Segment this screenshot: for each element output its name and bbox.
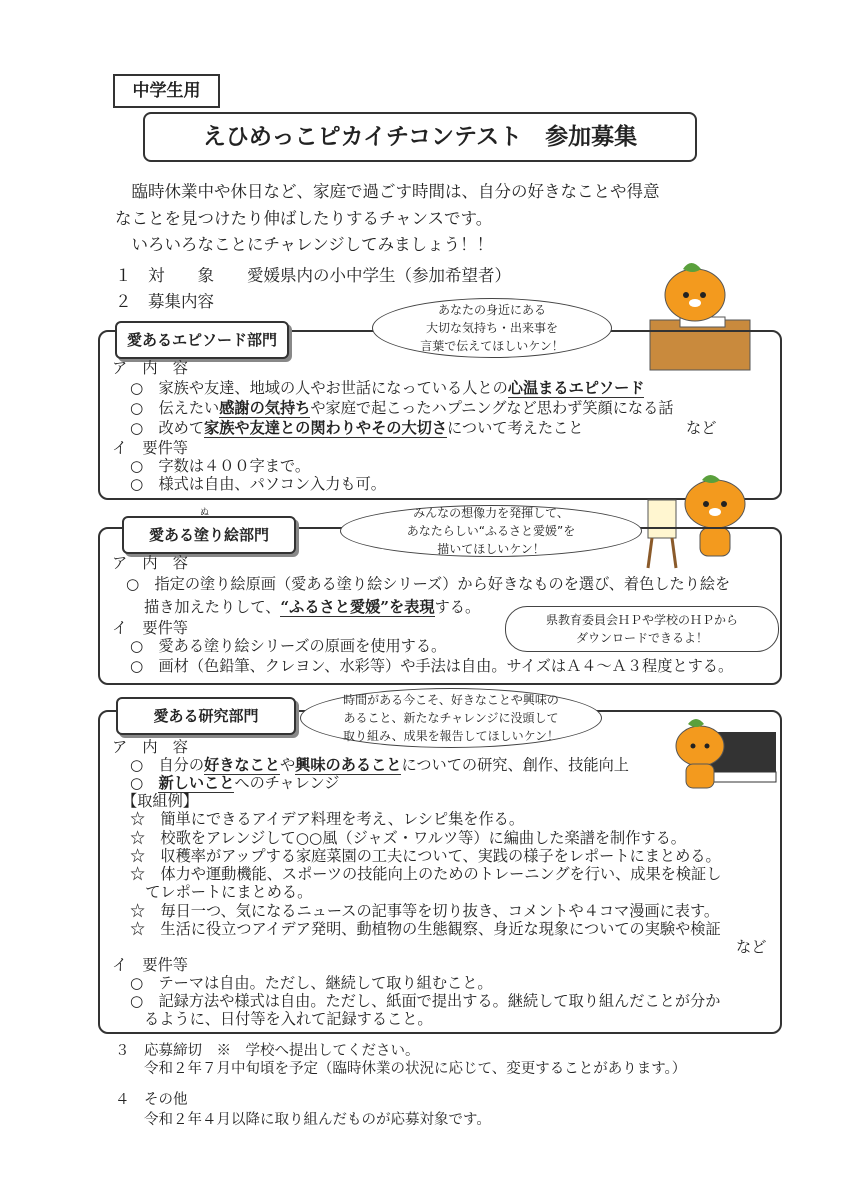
coloring-requirements-heading: イ 要件等 <box>112 619 188 637</box>
other-heading: ４ その他 <box>115 1092 188 1108</box>
coloring-content-2: 描き加えたりして、“ふるさと愛媛”を表現する。 <box>144 598 481 616</box>
other-detail: 令和２年４月以降に取り組んだものが応募対象です。 <box>144 1112 491 1128</box>
research-content-1: ○ 自分の好きなことや興味のあることについての研究、創作、技能向上 <box>130 756 629 774</box>
coloring-label: 愛ある塗り絵部門 <box>122 516 296 554</box>
episode-content-2: ○ 伝えたい感謝の気持ちや家庭で起こったハプニングなど思わず笑顔になる話 <box>130 399 674 417</box>
intro-line-3: いろいろなことにチャレンジしてみましょう！！ <box>115 235 494 254</box>
coloring-speech-bubble: みんなの想像力を発揮して、 あなたらしい“ふるさと愛媛”を 描いてほしいケン！ <box>340 505 642 557</box>
episode-speech-bubble: あなたの身近にある 大切な気持ち・出来事を 言葉で伝えてほしいケン！ <box>372 298 612 358</box>
episode-requirement-2: ○ 様式は自由、パソコン入力も可。 <box>130 475 386 493</box>
download-speech-bubble: 県教育委員会ＨＰや学校のＨＰから ダウンロードできるよ！ <box>505 606 779 652</box>
example-6: ☆ 生活に役立つアイデア発明、動植物の生態観察、身近な現象についての実験や検証 <box>130 920 721 938</box>
intro-line-1: 臨時休業中や休日など、家庭で過ごす時間は、自分の好きなことや得意 <box>115 182 660 201</box>
intro-line-2: なことを見つけたり伸ばしたりするチャンスです。 <box>115 209 493 228</box>
page-title: えひめっこピカイチコンテスト 参加募集 <box>143 112 697 162</box>
example-4-cont: てレポートにまとめる。 <box>130 883 313 901</box>
episode-requirements-heading: イ 要件等 <box>112 439 188 457</box>
research-label: 愛ある研究部門 <box>116 697 296 735</box>
coloring-content-heading: ア 内 容 <box>112 554 188 572</box>
coloring-content-1: ○ 指定の塗り絵原画（愛ある塗り絵シリーズ）から好きなものを選び、着色したり絵を <box>126 575 731 593</box>
research-content-2: ○ 新しいことへのチャレンジ <box>130 774 340 792</box>
research-speech-bubble: 時間がある今こそ、好きなことや興味の あること、新たなチャレンジに没頭して 取り組み、成果を報告してほしいケン！ <box>300 688 602 748</box>
deadline-detail: 令和２年７月中旬頃を予定（臨時休業の状況に応じて、変更することがあります。） <box>144 1061 687 1077</box>
example-5: ☆ 毎日一つ、気になるニュースの記事等を切り抜き、コメントや４コマ漫画に表す。 <box>130 902 720 920</box>
student-tag: 中学生用 <box>113 74 220 108</box>
deadline-line: ３ 応募締切 ※ 学校へ提出してください。 <box>115 1043 420 1059</box>
research-requirement-2-cont: るように、日付等を入れて記録すること。 <box>144 1010 433 1028</box>
research-content-heading: ア 内 容 <box>112 738 188 756</box>
research-requirement-1: ○ テーマは自由。ただし、継続して取り組むこと。 <box>130 974 493 992</box>
example-4: ☆ 体力や運動機能、スポーツの技能向上のためのトレーニングを行い、成果を検証し <box>130 865 722 883</box>
coloring-requirement-1: ○ 愛ある塗り絵シリーズの原画を使用する。 <box>130 637 447 655</box>
episode-requirement-1: ○ 字数は４００字まで。 <box>130 457 311 475</box>
target-line: １ 対 象 愛媛県内の小中学生（参加希望者） <box>115 266 511 285</box>
examples-heading: 【取組例】 <box>122 792 198 810</box>
episode-content-heading: ア 内 容 <box>112 359 188 377</box>
coloring-requirement-2: ○ 画材（色鉛筆、クレヨン、水彩等）や手法は自由。サイズはＡ４～Ａ３程度とする。 <box>130 657 734 675</box>
episode-content-3: ○ 改めて家族や友達との関わりやその大切さについて考えたこと <box>130 419 584 437</box>
example-6-end: など <box>736 938 767 956</box>
example-2: ☆ 校歌をアレンジして○○風（ジャズ・ワルツ等）に編曲した楽譜を制作する。 <box>130 829 686 847</box>
example-3: ☆ 収穫率がアップする家庭菜園の工夫について、実践の様子をレポートにまとめる。 <box>130 847 721 865</box>
example-1: ☆ 簡単にできるアイデア料理を考え、レシピ集を作る。 <box>130 810 525 828</box>
episode-label: 愛あるエピソード部門 <box>115 321 289 359</box>
research-requirement-2: ○ 記録方法や様式は自由。ただし、紙面で提出する。継続して取り組んだことが分か <box>130 992 721 1010</box>
research-requirements-heading: イ 要件等 <box>112 956 188 974</box>
episode-content-1: ○ 家族や友達、地域の人やお世話になっている人との心温まるエピソード <box>130 379 645 397</box>
content-heading: ２ 募集内容 <box>115 292 214 311</box>
coloring-ruby: ぬ <box>200 508 210 518</box>
episode-content-3-end: など <box>686 419 717 437</box>
